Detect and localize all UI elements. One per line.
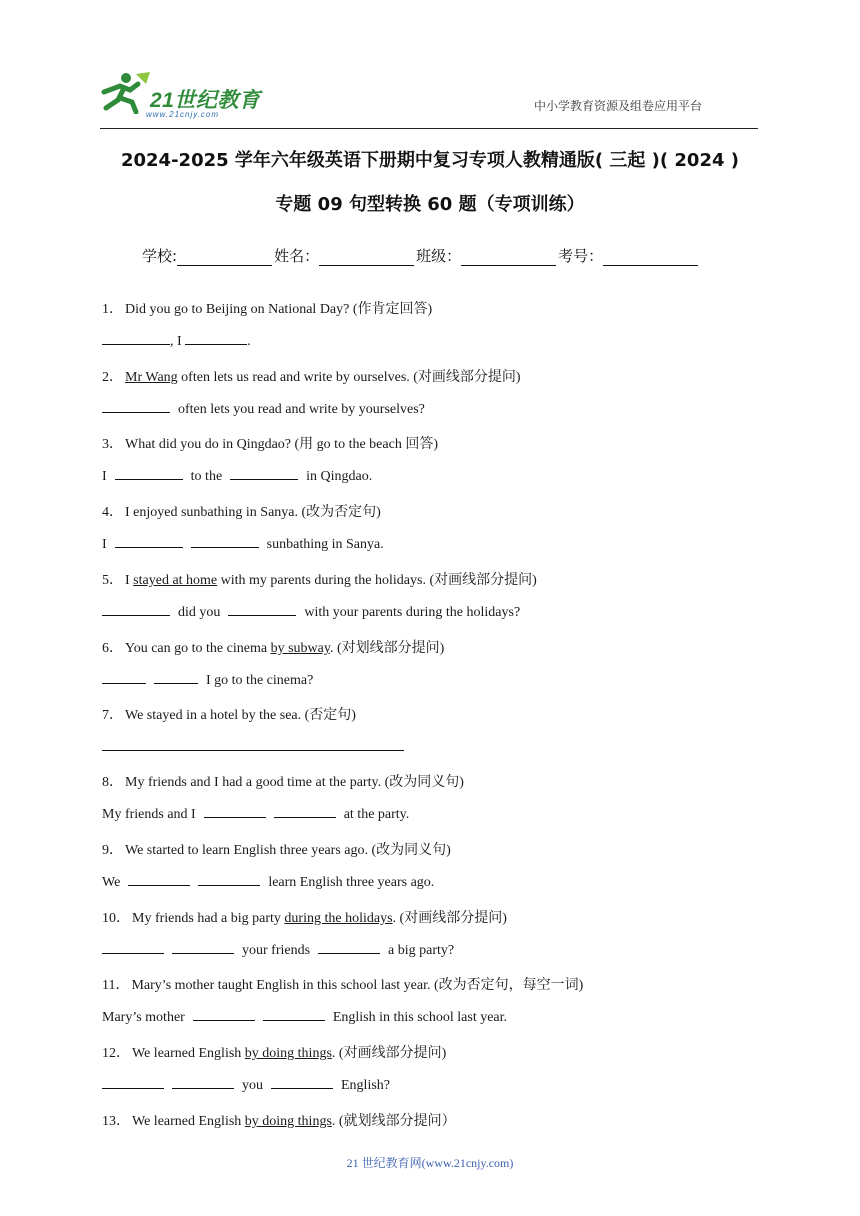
question-4 [102,501,381,521]
question-text: I [125,573,134,588]
answer-blank[interactable] [102,1076,164,1089]
question-10 [102,907,507,927]
question-text: often lets us read and write by ourselves. (对画线部分提问) [177,370,521,385]
question-text: Mary’s mother taught English in this school last year. (改为否定句，每空一词) [131,978,584,993]
answer-blank[interactable] [102,671,146,684]
runner-logo-icon [96,70,152,114]
question-3 [102,433,438,453]
answer-blank[interactable] [102,332,170,345]
answer-11 [102,1008,507,1026]
answer-text: often lets you read and write by yourselves? [178,402,425,417]
answer-9 [102,873,434,891]
answer-blank[interactable] [102,738,404,751]
answer-text: did you [178,605,221,620]
answer-text: Mary’s mother [102,1010,185,1025]
number-field[interactable] [603,249,698,266]
answer-6 [102,671,313,689]
answer-text: learn English three years ago. [268,875,435,890]
question-number: 1． [102,302,123,317]
answer-blank[interactable] [102,941,164,954]
name-label: 姓名： [274,247,320,265]
answer-blank[interactable] [172,941,234,954]
question-number: 3． [102,437,123,452]
answer-blank[interactable] [191,535,259,548]
answer-blank[interactable] [193,1008,255,1021]
question-text: I enjoyed sunbathing in Sanya. (改为否定句) [125,505,381,520]
answer-12 [102,1076,390,1094]
question-text: with my parents during the holidays. (对画线部分提问) [217,573,537,588]
school-label: 学校: [142,247,178,265]
question-text: You can go to the cinema [125,641,271,656]
platform-name: 中小学教育资源及组卷应用平台 [533,99,702,113]
underlined-phrase: Mr Wang [125,370,178,385]
question-9 [102,839,451,859]
question-text: My friends had a big party [132,911,285,926]
question-12 [102,1042,446,1062]
answer-1 [102,332,251,350]
answer-8 [102,805,409,823]
answer-blank[interactable] [128,873,190,886]
page-header [96,64,760,130]
answer-text: I [102,537,107,552]
question-number: 6． [102,641,123,656]
answer-10 [102,941,454,959]
question-text: What did you do in Qingdao? (用 go to the beach 回答) [125,437,438,452]
answer-text: I go to the cinema? [206,673,314,688]
underlined-phrase: by doing things [244,1114,332,1129]
question-11 [102,974,583,994]
question-13 [102,1110,456,1130]
question-text: . (对画线部分提问) [331,1046,447,1061]
answer-blank[interactable] [198,873,260,886]
answer-3 [102,467,372,485]
class-field[interactable] [461,249,556,266]
question-1 [102,298,432,318]
answer-text: I [102,469,107,484]
answer-7 [102,738,404,756]
answer-blank[interactable] [115,535,183,548]
number-label: 考号： [558,247,604,265]
answer-text: your friends [242,943,311,958]
question-5 [102,569,537,589]
logo-url: www.21cnjy.com [146,110,219,119]
question-2 [102,366,521,386]
question-text: . (对画线部分提问) [392,911,507,926]
question-number: 12． [102,1046,130,1061]
underlined-phrase: during the holidays [284,911,393,926]
question-number: 2． [102,370,123,385]
question-6 [102,637,444,657]
answer-text: sunbathing in Sanya. [266,537,384,552]
answer-4 [102,535,384,553]
answer-blank[interactable] [230,467,298,480]
school-field[interactable] [177,249,272,266]
question-text: We stayed in a hotel by the sea. (否定句) [125,708,356,723]
question-number: 7． [102,708,123,723]
question-text: We learned English [132,1114,245,1129]
answer-blank[interactable] [115,467,183,480]
question-number: 9． [102,843,123,858]
answer-blank[interactable] [172,1076,234,1089]
page-title: 2024-2025 学年六年级英语下册期中复习专项人教精通版( 三起 )( 2024 ) [120,150,739,171]
question-text: We learned English [132,1046,245,1061]
question-7 [102,704,356,724]
question-number: 11． [102,978,130,993]
answer-text: , I [170,334,186,349]
name-field[interactable] [319,249,414,266]
answer-text: My friends and I [102,807,196,822]
student-info [142,245,700,266]
answer-text: We [102,875,121,890]
question-number: 8． [102,775,123,790]
logo-text: 21世纪教育 [150,89,261,112]
question-text: . (对划线部分提问) [329,641,445,656]
question-text: We started to learn English three years ago. (改为同义句) [125,843,451,858]
answer-blank[interactable] [318,941,380,954]
question-text: My friends and I had a good time at the party. (改为同义句) [125,775,464,790]
underlined-phrase: stayed at home [133,573,218,588]
answer-blank[interactable] [274,805,336,818]
header-divider [100,128,758,129]
answer-blank[interactable] [102,603,170,616]
answer-blank[interactable] [263,1008,325,1021]
answer-blank[interactable] [154,671,198,684]
answer-text: English in this school last year. [332,1010,508,1025]
question-number: 13． [102,1114,130,1129]
answer-blank[interactable] [102,400,170,413]
answer-text: English? [341,1078,390,1093]
question-text: Did you go to Beijing on National Day? (作肯定回答) [125,302,433,317]
answer-5 [102,603,520,621]
answer-text: at the party. [343,807,410,822]
underlined-phrase: by doing things [244,1046,332,1061]
question-8 [102,771,464,791]
answer-2 [102,400,425,418]
page-subtitle: 专题 09 句型转换 60 题（专项训练） [275,194,585,215]
question-number: 10． [102,911,130,926]
answer-text: with your parents during the holidays? [304,605,521,620]
answer-text: to the [190,469,223,484]
answer-text: . [247,334,251,349]
underlined-phrase: by subway [270,641,330,656]
answer-blank[interactable] [204,805,266,818]
answer-text: a big party? [388,943,455,958]
answer-blank[interactable] [185,332,247,345]
logo [96,70,266,118]
class-label: 班级： [416,247,462,265]
answer-blank[interactable] [228,603,296,616]
question-number: 4． [102,505,123,520]
answer-blank[interactable] [271,1076,333,1089]
page-footer: 21 世纪教育网(www.21cnjy.com) [346,1156,514,1170]
answer-text: you [242,1078,263,1093]
question-number: 5． [102,573,123,588]
question-text: . (就划线部分提问） [331,1114,456,1129]
answer-text: in Qingdao. [306,469,373,484]
